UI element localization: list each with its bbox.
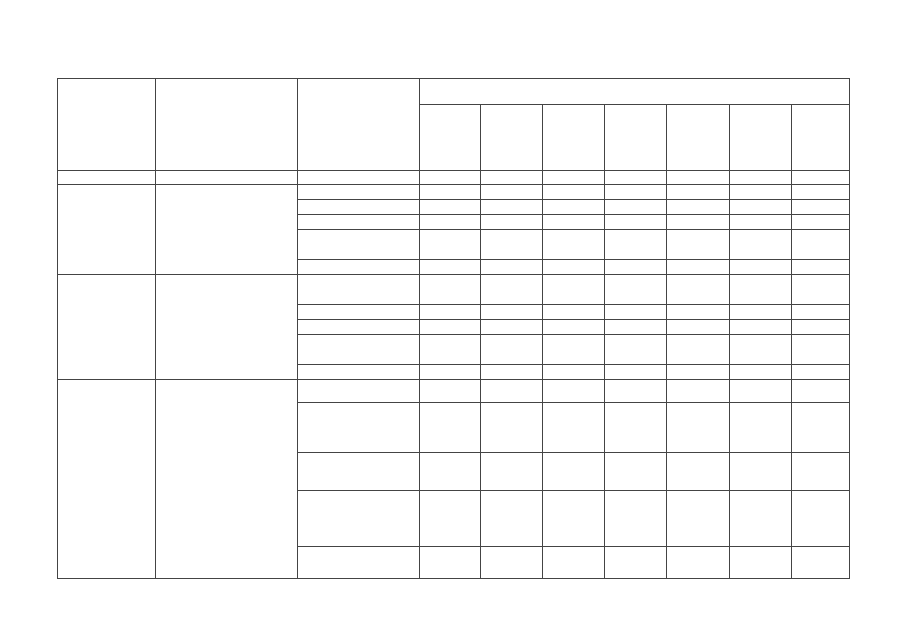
value-cell [481,453,543,491]
value-cell [792,547,850,579]
value-cell [481,260,543,275]
column-number-cell [420,171,481,185]
year-header-cell [420,105,481,171]
status-cell [58,275,156,380]
value-cell [605,200,667,215]
value-cell [792,200,850,215]
value-cell [667,230,730,260]
value-cell [420,275,481,305]
value-cell [481,320,543,335]
column-number-cell [667,171,730,185]
name-cell [156,185,298,275]
value-cell [605,260,667,275]
value-cell [667,200,730,215]
value-cell [667,380,730,403]
value-cell [420,305,481,320]
column-number-cell [156,171,298,185]
status-cell [58,380,156,579]
value-cell [667,320,730,335]
expenditure-table [57,78,850,579]
value-cell [420,215,481,230]
value-cell [792,185,850,200]
value-cell [667,215,730,230]
value-cell [605,275,667,305]
value-cell [420,230,481,260]
value-cell [730,491,792,547]
year-header-cell [730,105,792,171]
table-row [58,380,850,403]
column-number-cell [543,171,605,185]
value-cell [481,335,543,365]
value-cell [605,453,667,491]
value-cell [605,335,667,365]
value-cell [667,453,730,491]
source-cell [298,185,420,200]
value-cell [605,403,667,453]
value-cell [420,260,481,275]
header-source [298,79,420,171]
table-row [58,185,850,200]
value-cell [792,275,850,305]
source-cell [298,380,420,403]
value-cell [543,200,605,215]
column-number-cell [605,171,667,185]
value-cell [481,365,543,380]
value-cell [420,320,481,335]
value-cell [792,335,850,365]
value-cell [543,320,605,335]
value-cell [730,320,792,335]
name-cell [156,275,298,380]
value-cell [792,380,850,403]
source-cell [298,491,420,547]
value-cell [481,380,543,403]
header-name [156,79,298,171]
value-cell [730,275,792,305]
year-header-cell [543,105,605,171]
value-cell [543,230,605,260]
value-cell [420,365,481,380]
value-cell [730,305,792,320]
value-cell [730,453,792,491]
value-cell [605,365,667,380]
value-cell [605,547,667,579]
value-cell [481,547,543,579]
value-cell [792,365,850,380]
value-cell [420,335,481,365]
value-cell [667,403,730,453]
column-number-cell [730,171,792,185]
value-cell [543,453,605,491]
value-cell [792,230,850,260]
source-cell [298,200,420,215]
value-cell [667,185,730,200]
value-cell [667,491,730,547]
value-cell [543,380,605,403]
value-cell [792,260,850,275]
value-cell [543,365,605,380]
column-number-cell [792,171,850,185]
value-cell [605,305,667,320]
value-cell [605,230,667,260]
value-cell [543,215,605,230]
value-cell [667,335,730,365]
value-cell [543,260,605,275]
status-cell [58,185,156,275]
value-cell [792,215,850,230]
value-cell [481,185,543,200]
value-cell [481,403,543,453]
value-cell [481,230,543,260]
value-cell [605,185,667,200]
value-cell [792,320,850,335]
value-cell [730,365,792,380]
value-cell [730,547,792,579]
value-cell [543,335,605,365]
value-cell [420,200,481,215]
value-cell [543,547,605,579]
value-cell [605,215,667,230]
value-cell [605,491,667,547]
column-number-cell [481,171,543,185]
value-cell [667,547,730,579]
source-cell [298,335,420,365]
value-cell [730,185,792,200]
value-cell [420,547,481,579]
page-number [0,30,905,44]
value-cell [667,365,730,380]
value-cell [481,491,543,547]
value-cell [792,453,850,491]
value-cell [543,185,605,200]
column-number-cell [58,171,156,185]
source-cell [298,215,420,230]
name-cell [156,380,298,579]
header-status [58,79,156,171]
source-cell [298,547,420,579]
value-cell [730,200,792,215]
value-cell [730,215,792,230]
source-cell [298,320,420,335]
value-cell [543,275,605,305]
value-cell [792,305,850,320]
value-cell [481,215,543,230]
value-cell [730,335,792,365]
value-cell [605,320,667,335]
source-cell [298,275,420,305]
source-cell [298,453,420,491]
value-cell [420,380,481,403]
source-cell [298,260,420,275]
header-group [420,79,850,105]
year-header-cell [481,105,543,171]
source-cell [298,305,420,320]
source-cell [298,230,420,260]
value-cell [792,403,850,453]
value-cell [730,380,792,403]
value-cell [730,230,792,260]
value-cell [420,403,481,453]
value-cell [667,260,730,275]
value-cell [667,275,730,305]
value-cell [605,380,667,403]
value-cell [420,453,481,491]
value-cell [730,403,792,453]
value-cell [420,185,481,200]
value-cell [543,491,605,547]
value-cell [481,305,543,320]
source-cell [298,403,420,453]
table-row [58,275,850,305]
year-header-cell [792,105,850,171]
year-header-cell [667,105,730,171]
value-cell [543,305,605,320]
value-cell [420,491,481,547]
value-cell [792,491,850,547]
table-body [58,79,850,579]
column-number-row [58,171,850,185]
value-cell [730,260,792,275]
value-cell [667,305,730,320]
column-number-cell [298,171,420,185]
year-header-cell [605,105,667,171]
value-cell [543,403,605,453]
source-cell [298,365,420,380]
value-cell [481,200,543,215]
value-cell [481,275,543,305]
